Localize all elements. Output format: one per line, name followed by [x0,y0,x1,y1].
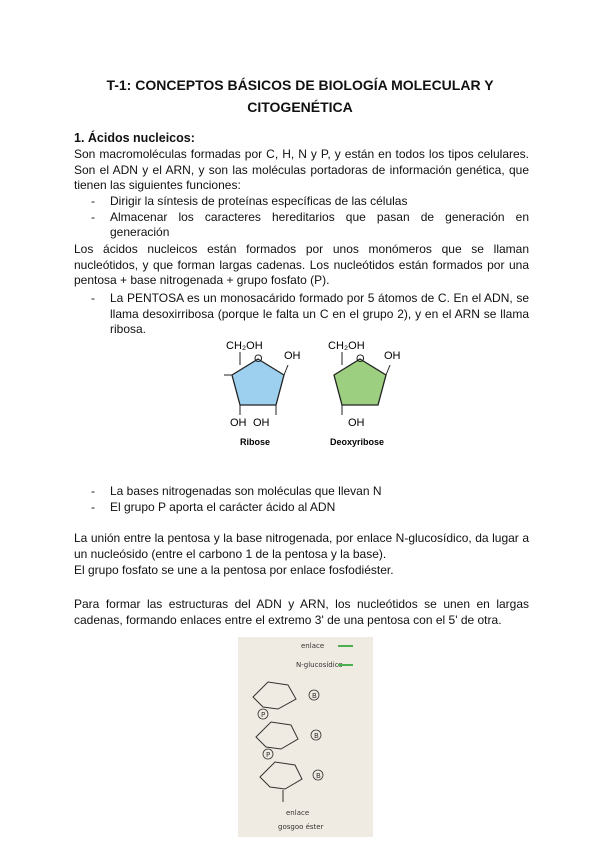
ribose-oh-right: OH [284,350,301,362]
ribose-oh-bottom: OH [253,417,270,429]
ribose-caption: Ribose [240,437,271,447]
sketch-phosphate-2: P [266,751,271,759]
sketch-n-glucosidico: N-glucosídico [296,661,343,669]
monomers-paragraph: Los ácidos nucleicos están formados por unos monómeros que se llaman nucleótidos, y que forman largas cadenas. Los nucleótidos están formados por una pentosa + base nitrogenada + grupo fosfato (P). [74,242,529,287]
photo-sketch [238,637,373,837]
sketch-fosfodiester: gosgoo éster [278,823,324,831]
ribose-oh-left: OH [230,417,247,429]
title-line-1: T-1: CONCEPTOS BÁSICOS DE BIOLOGÍA MOLECULAR Y [106,77,494,93]
deoxyribose-oh-right: OH [384,350,401,362]
deoxyribose-ring [334,359,386,405]
sketch-base-1: B [312,692,317,700]
bases-list [74,484,529,515]
sketch-base-3: B [316,772,321,780]
deoxyribose-ch2oh-label: CH₂OH [328,340,365,352]
deoxyribose-caption: Deoxyribose [330,437,385,447]
ribose-ring [232,359,284,405]
deoxyribose-oh-bottom: OH [348,417,365,429]
deoxyribose-structure [328,340,401,447]
fosfato-paragraph: El grupo fosfato se une a la pentosa por enlace fosfodiéster. [74,563,394,577]
list-item: - La PENTOSA es un monosacárido formado por 5 átomos de C. En el ADN, se llama desoxirribosa (porque le falta un C en el grupo 2), y en el ARN se llama ribosa. [74,291,529,338]
intro-paragraph: Son macromoléculas formadas por C, H, N y P, y están en todos los tipos celulares. Son el ADN y el ARN, y son las moléculas portadoras de información genética, que tienen las siguientes funciones: [74,147,529,192]
pentosa-list [74,291,529,338]
list-item: - Almacenar los caracteres hereditarios que pasan de generación en generación [74,210,529,241]
list-item: - La bases nitrogenadas son moléculas que llevan N [74,484,529,500]
chains-paragraph: Para formar las estructuras del ADN y ARN, los nucleótidos se unen en largas cadenas, formando enlaces entre el extremo 3' de una pentosa con el 5' de otra. [74,597,529,627]
ribose-structure [224,340,301,447]
list-item: - Dirigir la síntesis de proteínas específicas de las células [74,194,529,210]
sugar-structures-figure [218,335,408,450]
section-heading: 1. Ácidos nucleicos: [74,131,195,145]
ribose-o-label: O [254,353,263,365]
deoxyribose-o-label: O [356,353,365,365]
functions-list [74,194,529,241]
sketch-phosphate-1: P [261,711,266,719]
title-line-2: CITOGENÉTICA [247,99,353,115]
sketch-enlace-bottom: enlace [286,809,310,817]
page-title [60,74,540,118]
sketch-enlace-top: enlace [301,642,325,650]
ribose-ch2oh-label: CH₂OH [226,340,263,352]
list-item: - El grupo P aporta el carácter ácido al ADN [74,500,529,516]
handwritten-chain-photo [238,637,373,837]
union-paragraph: La unión entre la pentosa y la base nitrogenada, por enlace N-glucosídico, da lugar a un nucleósido (entre el carbono 1 de la pentosa y la base). [74,531,529,561]
sketch-base-2: B [314,732,319,740]
